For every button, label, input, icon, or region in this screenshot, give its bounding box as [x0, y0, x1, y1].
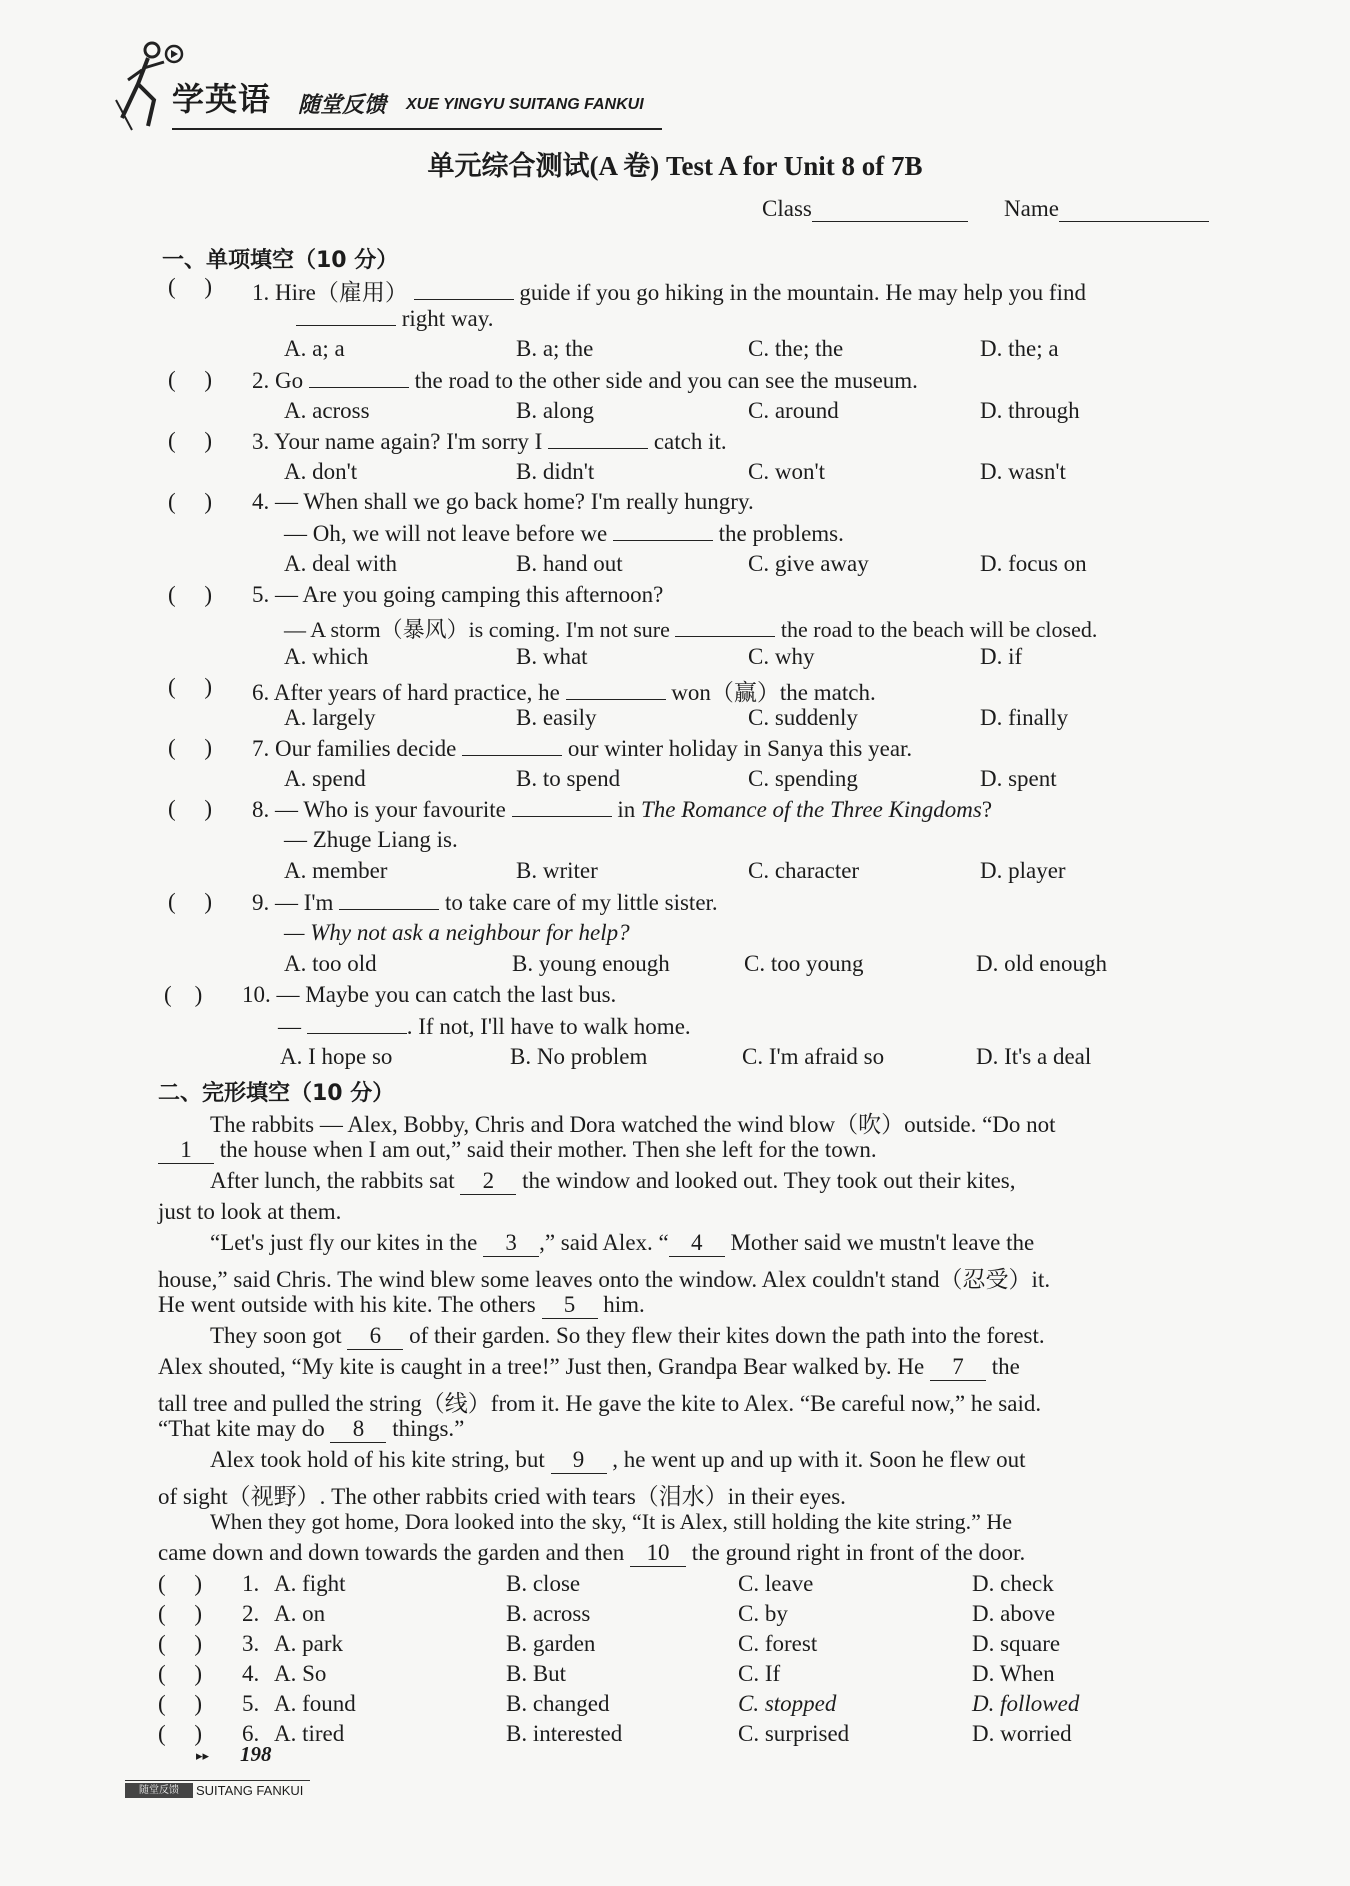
- class-blank[interactable]: [812, 199, 968, 222]
- option-c[interactable]: C. forest: [738, 1631, 818, 1656]
- answer-paren[interactable]: ( ): [168, 489, 213, 514]
- option-a[interactable]: A. spend: [284, 766, 366, 791]
- passage-text: After lunch, the rabbits sat: [210, 1168, 455, 1193]
- answer-blank[interactable]: [414, 279, 514, 300]
- answer-paren[interactable]: ( ): [158, 1691, 203, 1716]
- option-b[interactable]: B. along: [516, 398, 594, 423]
- option-b[interactable]: B. interested: [506, 1721, 623, 1746]
- passage-text: the window and looked out. They took out their kites,: [522, 1168, 1016, 1193]
- answer-blank[interactable]: [675, 616, 775, 637]
- option-c[interactable]: C. the; the: [748, 336, 844, 361]
- option-a[interactable]: A. park: [274, 1631, 343, 1656]
- question-text: catch it.: [653, 429, 727, 454]
- cloze-blank-2[interactable]: 2: [460, 1168, 516, 1195]
- option-a[interactable]: A. So: [274, 1661, 327, 1686]
- name-label: Name: [1004, 196, 1059, 221]
- answer-paren[interactable]: ( ): [168, 889, 213, 914]
- option-b[interactable]: B. across: [506, 1601, 591, 1626]
- option-b[interactable]: B. writer: [516, 858, 598, 883]
- option-d[interactable]: D. followed: [972, 1691, 1080, 1716]
- option-number: 6.: [242, 1721, 260, 1746]
- passage-text: He went outside with his kite. The others: [158, 1292, 536, 1317]
- passage-text: Alex took hold of his kite string, but: [210, 1447, 545, 1472]
- question-text: right way.: [401, 306, 494, 331]
- question-number: 6.: [252, 680, 270, 705]
- option-c[interactable]: C. won't: [748, 459, 825, 484]
- cloze-blank-5[interactable]: 5: [542, 1292, 598, 1319]
- answer-blank[interactable]: [548, 428, 648, 449]
- passage-text: of sight（视野）. The other rabbits cried with tears（泪水）in their eyes.: [158, 1484, 846, 1509]
- question-number: 5.: [252, 582, 270, 607]
- passage-text: things.”: [392, 1416, 465, 1441]
- option-b[interactable]: B. a; the: [516, 336, 594, 361]
- option-c[interactable]: C. surprised: [738, 1721, 850, 1746]
- cloze-blank-10[interactable]: 10: [630, 1540, 686, 1567]
- option-d[interactable]: D. worried: [972, 1721, 1072, 1746]
- option-d[interactable]: D. the; a: [980, 336, 1059, 361]
- option-d[interactable]: D. check: [972, 1571, 1054, 1596]
- page-number: 198: [240, 1742, 272, 1766]
- passage-text: house,” said Chris. The wind blew some leaves onto the window. Alex couldn't stand（忍受）it.: [158, 1267, 1051, 1292]
- question-text: — Oh, we will not leave before we: [284, 521, 608, 546]
- answer-paren[interactable]: ( ): [168, 428, 213, 453]
- question-number: 3.: [252, 429, 270, 454]
- answer-blank[interactable]: [462, 735, 562, 756]
- question-number: 9.: [252, 890, 270, 915]
- answer-blank[interactable]: [339, 889, 439, 910]
- question-text: won（赢）the match.: [671, 680, 876, 705]
- answer-paren[interactable]: ( ): [168, 367, 213, 392]
- logo-pinyin: XUE YINGYU SUITANG FANKUI: [406, 96, 644, 113]
- option-d[interactable]: D. finally: [980, 705, 1069, 730]
- option-a[interactable]: A. I hope so: [280, 1044, 393, 1069]
- answer-paren[interactable]: ( ): [158, 1721, 203, 1746]
- passage-text: ,” said Alex. “: [539, 1230, 669, 1255]
- question-text: our winter holiday in Sanya this year.: [567, 736, 913, 761]
- passage-text: “Let's just fly our kites in the: [210, 1230, 478, 1255]
- answer-paren[interactable]: ( ): [168, 274, 213, 299]
- passage-text: The rabbits — Alex, Bobby, Chris and Dora watched the wind blow（吹）outside. “Do not: [210, 1112, 1056, 1137]
- option-a[interactable]: A. which: [284, 644, 369, 669]
- answer-paren[interactable]: ( ): [158, 1601, 203, 1626]
- question-text: to take care of my little sister.: [444, 890, 718, 915]
- option-a[interactable]: A. deal with: [284, 551, 398, 576]
- option-c[interactable]: C. why: [748, 644, 815, 669]
- passage-text: Mother said we mustn't leave the: [730, 1230, 1035, 1255]
- footer-arrow-icon: ▸▸: [196, 1748, 210, 1763]
- footer-badge: 随堂反馈: [125, 1783, 193, 1798]
- header-logo: [108, 40, 668, 132]
- question-text: —: [278, 1014, 301, 1039]
- option-b[interactable]: B. to spend: [516, 766, 621, 791]
- option-b[interactable]: B. young enough: [512, 951, 670, 976]
- question-text: the road to the other side and you can see the museum.: [414, 368, 918, 393]
- section2-heading: 二、完形填空（10 分）: [158, 1081, 395, 1106]
- passage-text: came down and down towards the garden and then: [158, 1540, 625, 1565]
- option-c[interactable]: C. too young: [744, 951, 864, 976]
- option-c[interactable]: C. I'm afraid so: [742, 1044, 885, 1069]
- question-text: — Maybe you can catch the last bus.: [276, 982, 617, 1007]
- footer-label: SUITANG FANKUI: [196, 1783, 304, 1798]
- option-d[interactable]: D. When: [972, 1661, 1055, 1686]
- cloze-blank-8[interactable]: 8: [330, 1416, 386, 1443]
- option-number: 4.: [242, 1661, 260, 1686]
- question-text: guide if you go hiking in the mountain. He may help you find: [519, 280, 1086, 305]
- passage-text: , he went up and up with it. Soon he flew out: [612, 1447, 1026, 1472]
- answer-blank[interactable]: [296, 305, 396, 326]
- option-d[interactable]: D. if: [980, 644, 1023, 669]
- question-text: the road to the beach will be closed.: [780, 617, 1098, 642]
- class-label: Class: [762, 196, 812, 221]
- logo-chinese-subtitle: 随堂反馈: [298, 93, 387, 118]
- option-a[interactable]: A. don't: [284, 459, 358, 484]
- option-b[interactable]: B. what: [516, 644, 588, 669]
- option-a[interactable]: A. across: [284, 398, 370, 423]
- option-number: 5.: [242, 1691, 260, 1716]
- answer-paren[interactable]: ( ): [168, 796, 213, 821]
- passage-text: just to look at them.: [158, 1199, 342, 1224]
- section1-heading: 一、单项填空（10 分）: [162, 248, 399, 273]
- question-number: 2.: [252, 368, 270, 393]
- option-c[interactable]: C. stopped: [738, 1691, 837, 1716]
- option-a[interactable]: A. a; a: [284, 336, 345, 361]
- passage-text: tall tree and pulled the string（线）from it. He gave the kite to Alex. “Be careful now,” he said.: [158, 1391, 1042, 1416]
- passage-text: Alex shouted, “My kite is caught in a tree!” Just then, Grandpa Bear walked by. He: [158, 1354, 925, 1379]
- question-text: — I'm: [275, 890, 334, 915]
- option-c[interactable]: C. If: [738, 1661, 781, 1686]
- option-c[interactable]: C. spending: [748, 766, 858, 791]
- question-text: . If not, I'll have to walk home.: [406, 1014, 691, 1039]
- option-number: 1.: [242, 1571, 260, 1596]
- option-a[interactable]: A. fight: [274, 1571, 346, 1596]
- answer-paren[interactable]: ( ): [164, 982, 203, 1007]
- option-b[interactable]: B. hand out: [516, 551, 623, 576]
- question-number: 8.: [252, 797, 270, 822]
- question-number: 10.: [242, 982, 271, 1007]
- option-c[interactable]: C. give away: [748, 551, 869, 576]
- question-text: — A storm（暴风）is coming. I'm not sure: [284, 617, 670, 642]
- question-text: — Are you going camping this afternoon?: [275, 582, 664, 607]
- option-a[interactable]: A. on: [274, 1601, 326, 1626]
- cloze-blank-4[interactable]: 4: [669, 1230, 725, 1257]
- book-title: The Romance of the Three Kingdoms: [640, 797, 982, 822]
- answer-blank[interactable]: [613, 520, 713, 541]
- option-b[interactable]: B. close: [506, 1571, 581, 1596]
- option-d[interactable]: D. focus on: [980, 551, 1087, 576]
- question-text: — When shall we go back home? I'm really hungry.: [275, 489, 754, 514]
- question-text: Hire（雇用）: [275, 280, 408, 305]
- passage-text: him.: [603, 1292, 645, 1317]
- option-d[interactable]: D. It's a deal: [976, 1044, 1092, 1069]
- test-title: 单元综合测试(A 卷) Test A for Unit 8 of 7B: [427, 151, 923, 181]
- option-c[interactable]: C. by: [738, 1601, 788, 1626]
- question-text: — Zhuge Liang is.: [284, 827, 458, 852]
- option-c[interactable]: C. leave: [738, 1571, 814, 1596]
- answer-paren[interactable]: ( ): [168, 735, 213, 760]
- option-b[interactable]: B. But: [506, 1661, 567, 1686]
- answer-paren[interactable]: ( ): [158, 1571, 203, 1596]
- cloze-blank-6[interactable]: 6: [347, 1323, 403, 1350]
- option-number: 2.: [242, 1601, 260, 1626]
- passage-text: “That kite may do: [158, 1416, 325, 1441]
- question-text: — Who is your favourite: [275, 797, 506, 822]
- answer-blank[interactable]: [566, 679, 666, 700]
- answer-blank[interactable]: [307, 1013, 407, 1034]
- option-d[interactable]: D. above: [972, 1601, 1056, 1626]
- option-a[interactable]: A. found: [274, 1691, 356, 1716]
- logo-chinese-title: 学英语: [172, 80, 272, 118]
- option-a[interactable]: A. tired: [274, 1721, 345, 1746]
- question-text: Our families decide: [275, 736, 457, 761]
- question-text: Go: [275, 368, 304, 393]
- passage-text: When they got home, Dora looked into the sky, “It is Alex, still holding the kite string.” He: [210, 1509, 1013, 1534]
- class-field: [762, 196, 968, 222]
- cloze-blank-7[interactable]: 7: [930, 1354, 986, 1381]
- question-text: — Why not ask a neighbour for help?: [284, 920, 630, 945]
- passage-text: the house when I am out,” said their mother. Then she left for the town.: [219, 1137, 877, 1162]
- option-number: 3.: [242, 1631, 260, 1656]
- option-a[interactable]: A. member: [284, 858, 388, 883]
- option-b[interactable]: B. easily: [516, 705, 597, 730]
- option-b[interactable]: B. garden: [506, 1631, 596, 1656]
- answer-blank[interactable]: [309, 367, 409, 388]
- option-c[interactable]: C. character: [748, 858, 860, 883]
- question-text: ?: [981, 797, 993, 822]
- answer-paren[interactable]: ( ): [168, 582, 213, 607]
- option-a[interactable]: A. largely: [284, 705, 376, 730]
- question-number: 1.: [252, 280, 270, 305]
- question-number: 4.: [252, 489, 270, 514]
- cloze-blank-9[interactable]: 9: [551, 1447, 607, 1474]
- question-text: After years of hard practice, he: [273, 680, 560, 705]
- question-text: in: [617, 797, 636, 822]
- option-d[interactable]: D. square: [972, 1631, 1061, 1656]
- question-text: the problems.: [718, 521, 844, 546]
- option-d[interactable]: D. player: [980, 858, 1066, 883]
- answer-paren[interactable]: ( ): [168, 674, 213, 699]
- option-b[interactable]: B. No problem: [510, 1044, 648, 1069]
- option-d[interactable]: D. wasn't: [980, 459, 1066, 484]
- option-c[interactable]: C. around: [748, 398, 839, 423]
- passage-text: They soon got: [210, 1323, 342, 1348]
- option-b[interactable]: B. didn't: [516, 459, 595, 484]
- option-b[interactable]: B. changed: [506, 1691, 610, 1716]
- question-text: Your name again? I'm sorry I: [274, 429, 543, 454]
- answer-blank[interactable]: [512, 796, 612, 817]
- option-d[interactable]: D. through: [980, 398, 1080, 423]
- option-a[interactable]: A. too old: [284, 951, 377, 976]
- option-d[interactable]: D. spent: [980, 766, 1057, 791]
- question-number: 7.: [252, 736, 270, 761]
- footer-divider: [125, 1780, 310, 1781]
- passage-text: of their garden. So they flew their kites down the path into the forest.: [409, 1323, 1045, 1348]
- passage-text: the ground right in front of the door.: [691, 1540, 1026, 1565]
- name-blank[interactable]: [1059, 199, 1209, 222]
- logo-underline: [172, 128, 662, 130]
- name-field: [1004, 196, 1209, 222]
- option-c[interactable]: C. suddenly: [748, 705, 858, 730]
- option-d[interactable]: D. old enough: [976, 951, 1107, 976]
- answer-paren[interactable]: ( ): [158, 1661, 203, 1686]
- answer-paren[interactable]: ( ): [158, 1631, 203, 1656]
- cloze-blank-3[interactable]: 3: [483, 1230, 539, 1257]
- passage-text: the: [991, 1354, 1020, 1379]
- cloze-blank-1[interactable]: 1: [158, 1137, 214, 1164]
